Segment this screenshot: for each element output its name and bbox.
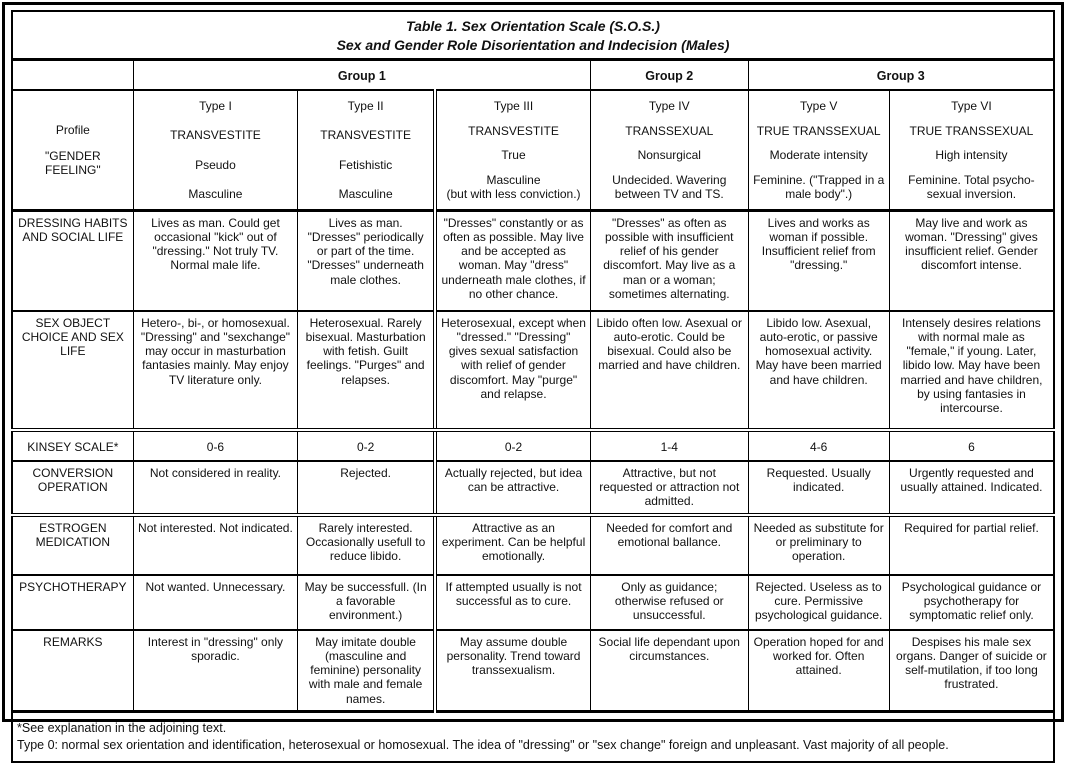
conversion-type-i: Not considered in reality. [133, 461, 298, 515]
table-title-line1: Table 1. Sex Orientation Scale (S.O.S.) [406, 18, 660, 35]
feeling-line1: Undecided. Wavering between TV and TS. [612, 172, 727, 201]
type-kind: Fetishistic [338, 157, 393, 172]
kinsey-type-ii: 0-2 [298, 430, 435, 461]
type-id: Type II [347, 99, 384, 113]
remarks-type-ii: May imitate double (masculine and feminine) personality with male and female names. [298, 630, 435, 712]
sexobj-type-iii: Heterosexual, except when "dressed." "Dressing" gives sexual satisfaction with relief of gender discomfort. May "purge" and relapse. [435, 311, 590, 430]
dressing-type-ii: Lives as man. "Dresses" periodically or part of the time. "Dresses" underneath male clothes. [298, 211, 435, 312]
type-kind: Moderate intensity [769, 148, 868, 163]
psycho-type-ii: May be successfull. (In a favorable environment.) [298, 575, 435, 630]
conversion-type-iii: Actually rejected, but idea can be attractive. [435, 461, 590, 515]
gender-feeling-label: "GENDER FEELING" [45, 148, 101, 177]
type-kind: High intensity [935, 148, 1008, 163]
profile-cell-type-iii [435, 90, 590, 211]
type-kind: Nonsurgical [637, 148, 701, 163]
type-kind: Pseudo [195, 157, 236, 172]
sexobj-type-ii: Heterosexual. Rarely bisexual. Masturbation with fetish. Guilt feelings. "Purges" and relapses. [298, 311, 435, 430]
dressing-type-iv: "Dresses" as often as possible with insufficient relief of his gender discomfort. May live as a man or a woman; sometimes alternating. [591, 211, 749, 312]
group-2-header: Group 2 [591, 60, 749, 91]
type-name: TRANSVESTITE [170, 128, 261, 143]
remarks-type-iv: Social life dependant upon circumstances. [591, 630, 749, 712]
spacer [16, 99, 130, 112]
conversion-type-vi: Urgently requested and usually attained. Indicated. [889, 461, 1054, 515]
remarks-type-i: Interest in "dressing" only sporadic. [133, 630, 298, 712]
feeling-line2: (but with less conviction.) [446, 186, 581, 201]
type-id: Type VI [951, 99, 992, 113]
profile-cell-type-vi [889, 90, 1054, 211]
feeling-line1: Masculine [188, 186, 243, 201]
profile-cell-type-v [748, 90, 889, 211]
profile-stack [893, 99, 1050, 201]
feeling-line1: Masculine [338, 186, 393, 201]
sos-table [11, 10, 1055, 763]
row-label-sex-object: SEX OBJECT CHOICE AND SEX LIFE [12, 311, 133, 430]
type-feeling [893, 173, 1050, 201]
profile-stack [752, 99, 886, 201]
type-name: TRUE TRANSSEXUAL [756, 123, 881, 138]
table-title-line2: Sex and Gender Role Disorientation and Indecision (Males) [336, 37, 730, 53]
group-1-header: Group 1 [133, 60, 590, 91]
type-feeling [440, 173, 587, 201]
dressing-type-iii: "Dresses" constantly or as often as possible. May live and be accepted as woman. May "dress" underneath male clothes, if no other chance. [435, 211, 590, 312]
footnote-type-0: Type 0: normal sex orientation and identification, heterosexual or homosexual. The idea of "dressing" or "sex change" foreign and unpleasant. Vast majority of all people. [17, 738, 949, 752]
profile-label-stack [16, 99, 130, 201]
estrogen-type-vi: Required for partial relief. [889, 515, 1054, 575]
feeling-line1: Feminine. Total psycho-sexual inversion. [908, 172, 1035, 201]
sexobj-type-v: Libido low. Asexual, auto-erotic, or passive homosexual activity. May have been married and have children. [748, 311, 889, 430]
dressing-type-i: Lives as man. Could get occasional "kick" out of "dressing." Not truly TV. Normal male life. [133, 211, 298, 312]
psycho-type-iv: Only as guidance; otherwise refused or unsuccessful. [591, 575, 749, 630]
group-3-header: Group 3 [748, 60, 1054, 91]
psycho-type-i: Not wanted. Unnecessary. [133, 575, 298, 630]
estrogen-type-v: Needed as substitute for or preliminary to operation. [748, 515, 889, 575]
feeling-line1: Feminine. ("Trapped in a male body".) [753, 172, 885, 201]
psycho-type-vi: Psychological guidance or psychotherapy for symptomatic relief only. [889, 575, 1054, 630]
row-label-conversion-operation: CONVERSION OPERATION [12, 461, 133, 515]
kinsey-type-v: 4-6 [748, 430, 889, 461]
footnotes-cell [12, 712, 1054, 763]
profile-stack [440, 99, 587, 201]
profile-stack [594, 99, 745, 201]
psycho-type-v: Rejected. Useless as to cure. Permissive psychological guidance. [748, 575, 889, 630]
conversion-type-ii: Rejected. [298, 461, 435, 515]
psycho-type-iii: If attempted usually is not successful as to cure. [435, 575, 590, 630]
profile-stack [137, 99, 295, 201]
scanned-page [2, 2, 1064, 752]
row-label-dressing-habits: DRESSING HABITS AND SOCIAL LIFE [12, 211, 133, 312]
kinsey-type-iii: 0-2 [435, 430, 590, 461]
conversion-type-iv: Attractive, but not requested or attraction not admitted. [591, 461, 749, 515]
footnote-asterisk: *See explanation in the adjoining text. [17, 721, 227, 736]
row-label-psychotherapy: PSYCHOTHERAPY [12, 575, 133, 630]
estrogen-type-ii: Rarely interested. Occasionally usefull to reduce libido. [298, 515, 435, 575]
estrogen-type-iv: Needed for comfort and emotional ballance. [591, 515, 749, 575]
type-name: TRANSVESTITE [320, 128, 411, 143]
sexobj-type-i: Hetero-, bi-, or homosexual. "Dressing" and "sexchange" may occur in masturbation fantasies mainly. May enjoy TV literature only. [133, 311, 298, 430]
spacer [16, 188, 130, 201]
profile-label: Profile [55, 123, 90, 138]
kinsey-type-vi: 6 [889, 430, 1054, 461]
kinsey-type-iv: 1-4 [591, 430, 749, 461]
type-name: TRUE TRANSSEXUAL [909, 123, 1034, 138]
row-label-kinsey-scale: KINSEY SCALE* [12, 430, 133, 461]
sexobj-type-vi: Intensely desires relations with normal male as "female," if young. Later, libido low. May have been married and have children, by using fantasies in intercourse. [889, 311, 1054, 430]
profile-stack [301, 99, 430, 201]
dressing-type-v: Lives and works as woman if possible. Insufficient relief from "dressing." [748, 211, 889, 312]
estrogen-type-i: Not interested. Not indicated. [133, 515, 298, 575]
row-label-estrogen-medication: ESTROGEN MEDICATION [12, 515, 133, 575]
type-feeling [752, 173, 886, 201]
remarks-type-v: Operation hoped for and worked for. Often attained. [748, 630, 889, 712]
type-feeling [137, 187, 295, 201]
type-feeling [301, 187, 430, 201]
profile-cell-type-ii [298, 90, 435, 211]
row-label-remarks: REMARKS [12, 630, 133, 712]
sexobj-type-iv: Libido often low. Asexual or auto-erotic. Could be bisexual. Could also be married and have children. [591, 311, 749, 430]
profile-cell-type-i [133, 90, 298, 211]
profile-row-label [12, 90, 133, 211]
table-title [12, 11, 1054, 60]
type-name: TRANSSEXUAL [625, 123, 714, 138]
corner-empty-cell [12, 60, 133, 91]
feeling-line1: Masculine [486, 172, 541, 187]
kinsey-type-i: 0-6 [133, 430, 298, 461]
estrogen-type-iii: Attractive as an experiment. Can be helpful emotionally. [435, 515, 590, 575]
type-id: Type III [493, 99, 534, 113]
type-name: TRANSVESTITE [468, 123, 559, 138]
type-id: Type V [800, 99, 838, 113]
dressing-type-vi: May live and work as woman. "Dressing" gives insufficient relief. Gender discomfort intense. [889, 211, 1054, 312]
type-feeling [594, 173, 745, 201]
remarks-type-iii: May assume double personality. Trend toward transsexualism. [435, 630, 590, 712]
type-kind: True [501, 148, 526, 163]
type-id: Type IV [648, 99, 690, 113]
type-id: Type I [199, 99, 232, 113]
conversion-type-v: Requested. Usually indicated. [748, 461, 889, 515]
profile-cell-type-iv [591, 90, 749, 211]
remarks-type-vi: Despises his male sex organs. Danger of suicide or self-mutilation, if too long frustrated. [889, 630, 1054, 712]
